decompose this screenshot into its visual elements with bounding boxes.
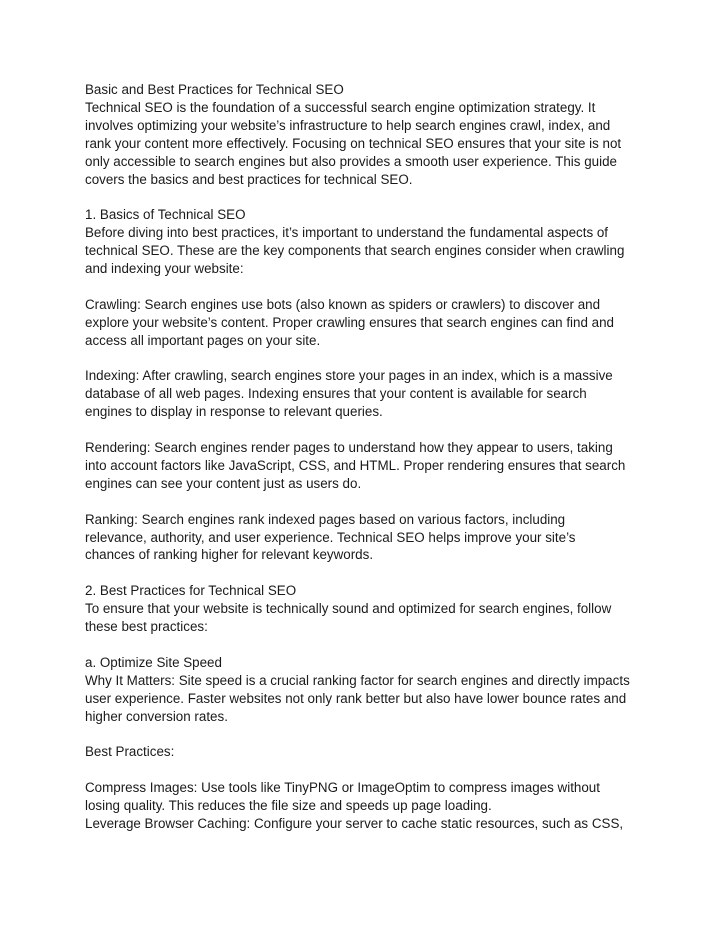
paragraph-gap: [85, 636, 645, 654]
paragraph-gap: [85, 278, 645, 296]
text-line: Rendering: Search engines render pages to understand how they appear to users, taking: [85, 440, 613, 456]
indexing-paragraph: [85, 367, 645, 421]
paragraph-gap: [85, 726, 645, 744]
ranking-paragraph: [85, 511, 645, 565]
text-line: covers the basics and best practices for technical SEO.: [85, 171, 413, 187]
text-line: higher conversion rates.: [85, 708, 228, 724]
text-line: losing quality. This reduces the file size and speeds up page loading.: [85, 798, 492, 814]
section2-heading: 2. Best Practices for Technical SEO: [85, 583, 297, 599]
text-line: Leverage Browser Caching: Configure your server to cache static resources, such as CSS,: [85, 816, 624, 832]
text-line: Technical SEO is the foundation of a successful search engine optimization strategy. It: [85, 99, 596, 115]
text-line: into account factors like JavaScript, CSS, and HTML. Proper rendering ensures that search: [85, 457, 626, 473]
document-body: [85, 81, 645, 833]
paragraph-gap: [85, 188, 645, 206]
text-line: technical SEO. These are the key components that search engines consider when crawling: [85, 243, 625, 259]
text-line: database of all web pages. Indexing ensures that your content is available for search: [85, 386, 587, 402]
compress-images-paragraph: [85, 779, 645, 815]
paragraph-gap: [85, 493, 645, 511]
text-line: engines can see your content just as users do.: [85, 475, 362, 491]
text-line: Before diving into best practices, it’s important to understand the fundamental aspects of: [85, 225, 609, 241]
text-line: Crawling: Search engines use bots (also known as spiders or crawlers) to discover and: [85, 296, 601, 312]
text-line: relevance, authority, and user experience. Technical SEO helps improve your site’s: [85, 529, 576, 545]
text-line: explore your website’s content. Proper crawling ensures that search engines can find and: [85, 314, 614, 330]
text-line: involves optimizing your website’s infrastructure to help search engines crawl, index, and: [85, 117, 611, 133]
browser-caching-paragraph: [85, 815, 645, 833]
text-line: only accessible to search engines but also provides a smooth user experience. This guide: [85, 153, 617, 169]
intro-paragraph: [85, 99, 645, 189]
rendering-paragraph: [85, 439, 645, 493]
text-line: user experience. Faster websites not only rank better but also have lower bounce rates and: [85, 690, 627, 706]
paragraph-gap: [85, 421, 645, 439]
text-line: Why It Matters: Site speed is a crucial ranking factor for search engines and directly impacts: [85, 672, 630, 688]
text-line: access all important pages on your site.: [85, 332, 321, 348]
best-practices-label: Best Practices:: [85, 744, 175, 760]
section1-paragraph: [85, 224, 645, 278]
section2-paragraph: [85, 600, 645, 636]
text-line: chances of ranking higher for relevant keywords.: [85, 547, 374, 563]
section1-heading: 1. Basics of Technical SEO: [85, 207, 246, 223]
paragraph-gap: [85, 761, 645, 779]
text-line: these best practices:: [85, 619, 208, 635]
paragraph-gap: [85, 350, 645, 368]
text-line: engines to display in response to relevant queries.: [85, 404, 383, 420]
crawling-paragraph: [85, 296, 645, 350]
site-speed-paragraph: [85, 672, 645, 726]
text-line: Indexing: After crawling, search engines store your pages in an index, which is a massive: [85, 368, 613, 384]
text-line: Ranking: Search engines rank indexed pages based on various factors, including: [85, 511, 566, 527]
text-line: and indexing your website:: [85, 261, 244, 277]
document-title: Basic and Best Practices for Technical SEO: [85, 82, 344, 97]
text-line: Compress Images: Use tools like TinyPNG or ImageOptim to compress images without: [85, 780, 600, 796]
text-line: To ensure that your website is technically sound and optimized for search engines, follow: [85, 601, 612, 617]
text-line: rank your content more effectively. Focusing on technical SEO ensures that your site is not: [85, 135, 622, 151]
paragraph-gap: [85, 564, 645, 582]
site-speed-heading: a. Optimize Site Speed: [85, 654, 222, 670]
